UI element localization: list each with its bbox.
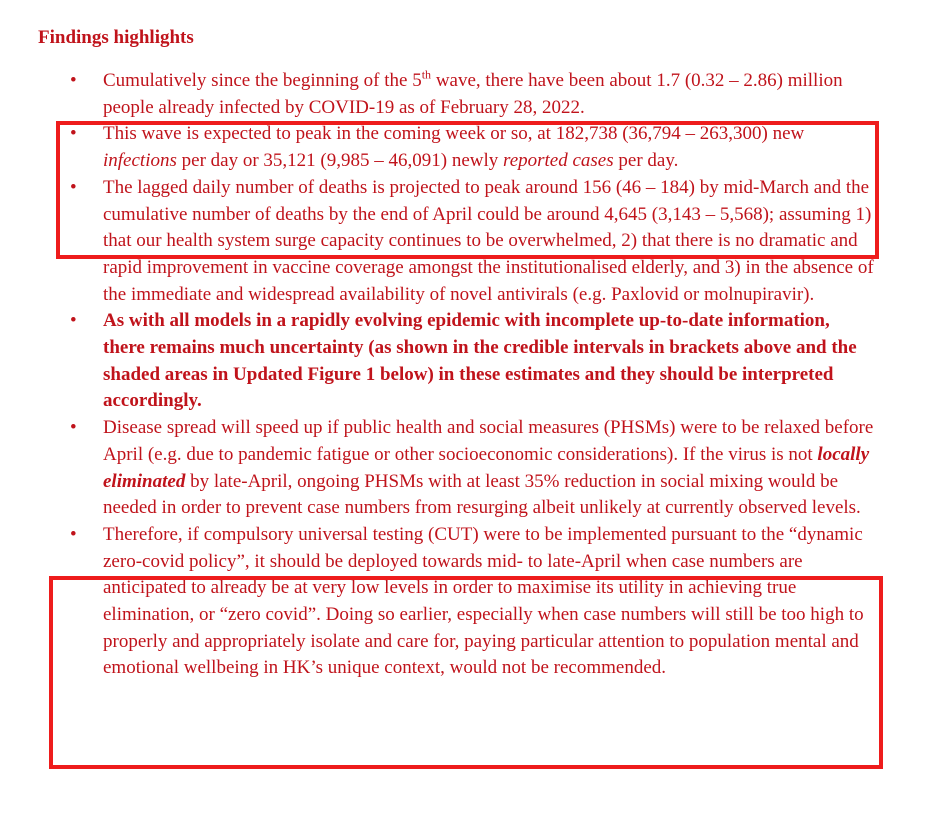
emphasis-reported-cases: reported cases [503, 150, 614, 172]
finding-text-bold: As with all models in a rapidly evolving epidemic with incomplete up-to-date information, there remains much uncertainty (as shown in the credible intervals in brackets above and the shaded areas in Updated Figure 1 below) in these estimates and they should be interpreted accordingly. [103, 310, 857, 412]
finding-text: This wave is expected to peak in the coming week or so, at 182,738 (36,794 – 263,300) new infections per day or 35,121 (9,985 – 46,091) newly reported cases per day. [103, 123, 805, 172]
highlight-box-cut [49, 576, 883, 769]
emphasis-infections: infections [103, 150, 177, 172]
superscript-th: th [421, 67, 432, 82]
bullet-icon: • [70, 523, 77, 545]
highlight-box-peak [56, 121, 879, 259]
finding-text: Therefore, if compulsory universal testing (CUT) were to be implemented pursuant to the “dynamic zero-covid policy”, it should be deployed towards mid- to late-April when case numbers are anticipated to already be at very low levels in order to maximise its utility in achieving true elimination, or “zero covid”. Doing so earlier, especially when case numbers will still be too high to properly and appropriately isolate and care for, paying particular attention to population mental and emotional wellbeing in HK’s unique context, would not be recommended. [103, 523, 864, 679]
bullet-icon: • [70, 417, 77, 439]
finding-item-uncertainty [0, 308, 932, 415]
finding-text: The lagged daily number of deaths is projected to peak around 156 (46 – 184) by mid-March and the cumulative number of deaths by the end of April could be around 4,645 (3,143 – 5,568); assuming 1) that our health system surge capacity continues to be overwhelmed, 2) that there is no dramatic and rapid improvement in vaccine coverage amongst the institutionalised elderly, and 3) in the absence of the immediate and widespread availability of novel antivirals (e.g. Paxlovid or molnupiravir). [103, 176, 874, 305]
bullet-icon: • [70, 176, 77, 198]
finding-item-disease-spread [0, 415, 932, 522]
bullet-icon: • [70, 310, 77, 332]
section-heading: Findings highlights [38, 27, 194, 48]
finding-text: Disease spread will speed up if public health and social measures (PHSMs) were to be relaxed before April (e.g. due to pandemic fatigue or other socioeconomic considerations). If the virus is not locally eliminated by late-April, ongoing PHSMs with at least 35% reduction in social mixing would be needed in order to prevent case numbers from resurging albeit unlikely at currently observed levels. [103, 417, 874, 519]
finding-text: Cumulatively since the beginning of the 5th wave, there have been about 1.7 (0.32 – 2.86) million people already infected by COVID-19 as of February 28, 2022. [103, 67, 843, 118]
emphasis-locally-eliminated: locally eliminated [103, 443, 870, 492]
finding-item-cumulative-infections [0, 68, 932, 121]
bullet-icon: • [70, 70, 77, 91]
bullet-icon: • [70, 123, 77, 145]
